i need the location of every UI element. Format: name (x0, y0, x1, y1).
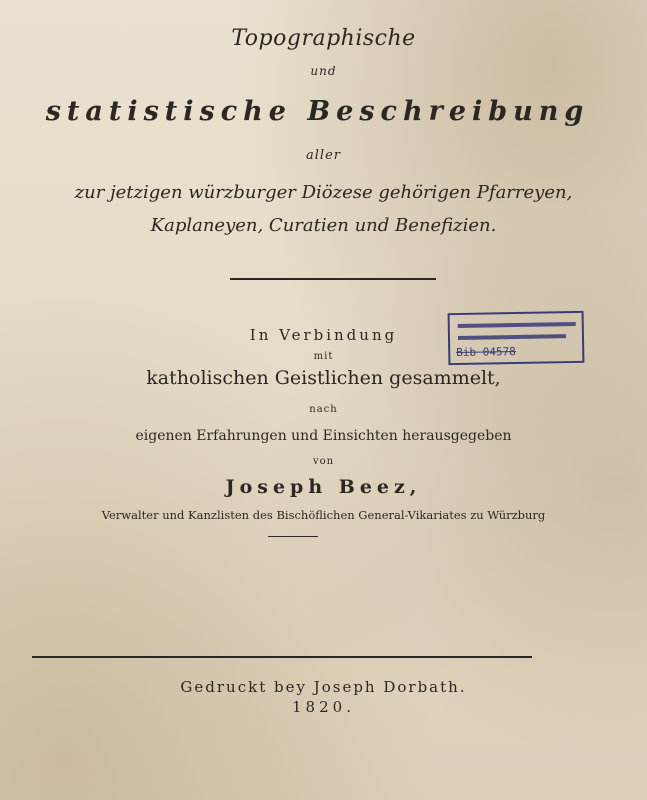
title-line-1: Topographische (231, 26, 416, 51)
title-line-4: Kaplaneyen, Curatien und Benefizien. (150, 215, 497, 236)
publication-year: 1820. (292, 698, 355, 716)
title-conjunction: und (310, 64, 337, 78)
short-divider (268, 536, 318, 537)
mit-line: mit (313, 351, 334, 362)
verbindung-line: In Verbindung (249, 326, 398, 344)
nach-line: nach (309, 404, 338, 415)
geistlichen-line: katholischen Geistlichen gesammelt, (146, 367, 501, 389)
imprint-divider (32, 656, 532, 658)
title-line-2: statistische Beschreibung (45, 96, 590, 127)
stamp-text: Bib 04578 (456, 345, 516, 360)
title-aller: aller (306, 148, 341, 163)
author-name: Joseph Beez, (225, 476, 422, 498)
von-line: von (312, 456, 335, 467)
printer-line: Gedruckt bey Joseph Dorbath. (180, 678, 467, 696)
divider-rule (230, 278, 436, 280)
title-line-3: zur jetzigen würzburger Diözese gehörigen Pfarreyen, (74, 182, 573, 203)
author-role: Verwalter und Kanzlisten des Bischöflichen General-Vikariates zu Würzburg (101, 508, 546, 522)
erfahrungen-line: eigenen Erfahrungen und Einsichten herausgegeben (135, 428, 512, 444)
